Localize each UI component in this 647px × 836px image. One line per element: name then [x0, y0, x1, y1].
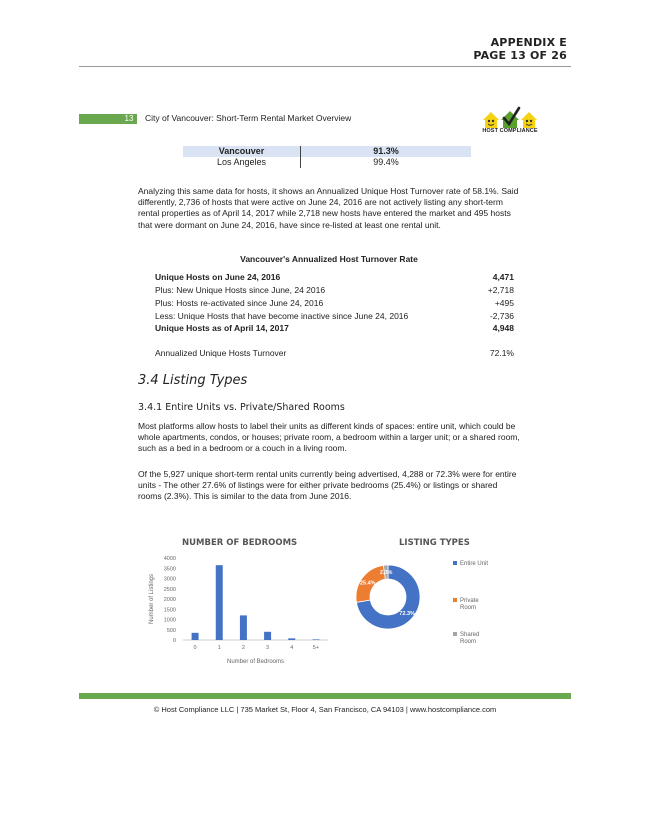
bar — [240, 615, 247, 640]
bar — [192, 633, 199, 640]
legend-label: Private Room — [460, 598, 479, 611]
data-label: 2.3% — [379, 570, 393, 577]
table-row — [183, 146, 471, 157]
footer-text: © Host Compliance LLC | 735 Market St, Floor 4, San Francisco, CA 94103 | www.hostcompliance.com — [153, 705, 497, 714]
page-header — [473, 36, 567, 62]
bar — [264, 632, 271, 640]
section-number: 13 — [124, 114, 134, 123]
y-tick-label: 3000 — [163, 576, 176, 583]
legend-swatch — [453, 598, 457, 602]
turnover-row — [155, 311, 514, 322]
units-paragraph: Of the 5,927 unique short-term rental units currently being advertised, 4,288 or 72.3% were for entire units - The other 27.6% of listings were for either private bedrooms (25.4%) or listings or shared rooms (2.3%). This is similar to the data from June 2016. — [138, 469, 517, 502]
y-tick-label: 4000 — [163, 556, 176, 562]
x-tick-label: 4 — [290, 645, 294, 651]
bar — [288, 638, 295, 640]
bedrooms-chart-title: NUMBER OF BEDROOMS — [182, 538, 298, 548]
turnover-comparison-table — [183, 146, 471, 168]
house-icon — [521, 112, 537, 128]
turnover-row — [155, 285, 514, 296]
turnover-annualized-row — [155, 348, 514, 359]
listing-types-chart-title: LISTING TYPES — [399, 538, 470, 548]
bar — [216, 565, 223, 640]
appendix-label: APPENDIX E — [490, 36, 567, 49]
legend-label: Shared Room — [460, 632, 480, 645]
platforms-paragraph: Most platforms allow hosts to label their units as different kinds of spaces: entire unit, which could be whole apartments, condos, or houses; private room, a bedroom within a larger unit; or a shared room, such as a bed in a bedroom or a couch in a living room. — [138, 421, 520, 454]
listing-types-donut-chart — [350, 552, 500, 652]
y-tick-label: 2500 — [163, 586, 176, 593]
legend-swatch — [453, 561, 457, 565]
turnover-row — [155, 298, 514, 309]
y-tick-label: 1000 — [163, 617, 176, 624]
house-icon — [483, 112, 499, 128]
subheading-entire-units: 3.4.1 Entire Units vs. Private/Shared Rooms — [138, 402, 345, 413]
turnover-value: 4,471 — [492, 272, 514, 282]
y-tick-label: 1500 — [163, 607, 176, 614]
turnover-value: +495 — [494, 298, 514, 308]
turnover-row — [155, 323, 514, 334]
y-tick-label: 500 — [166, 627, 176, 634]
table-row — [183, 157, 471, 168]
x-tick-label: 5+ — [312, 645, 320, 651]
x-tick-label: 3 — [266, 645, 270, 651]
table-cell-value: 99.4% — [373, 157, 399, 167]
turnover-label: Plus: New Unique Hosts since June, 24 2016 — [155, 285, 326, 295]
bar — [312, 639, 319, 640]
y-tick-label: 2000 — [163, 597, 176, 603]
legend-swatch — [453, 632, 457, 636]
x-tick-label: 2 — [241, 645, 245, 651]
table-cell-city: Los Angeles — [183, 157, 301, 168]
data-label: 25.4% — [359, 580, 376, 587]
section-title: City of Vancouver: Short-Term Rental Market Overview — [145, 113, 352, 123]
legend-label: Entire Unit — [460, 561, 489, 567]
logo-text: HOST COMPLIANCE — [482, 128, 538, 134]
bedrooms-bar-chart — [140, 548, 340, 670]
x-axis-label: Number of Bedrooms — [226, 659, 285, 665]
page-number: PAGE 13 OF 26 — [473, 49, 567, 62]
turnover-label: Unique Hosts on June 24, 2016 — [155, 272, 281, 282]
x-tick-label: 0 — [193, 645, 197, 651]
table-cell-city: Vancouver — [183, 146, 301, 157]
turnover-value: +2,718 — [487, 285, 514, 295]
hosts-paragraph: Analyzing this same data for hosts, it shows an Annualized Unique Host Turnover rate of 58.1%. Said differently, 2,736 of hosts that were active on June 24, 2016 are not actively listing any short-term rental properties as of April 14, 2017 while 2,718 new hosts have entered the market and 495 hosts that were dormant on June 24, 2016, have since re-listed at least one rental unit. — [138, 186, 519, 230]
footer-bar — [79, 693, 571, 699]
x-tick-label: 1 — [217, 645, 221, 651]
table-cell-value: 91.3% — [373, 146, 399, 156]
heading-listing-types: 3.4 Listing Types — [138, 373, 248, 388]
turnover-value: 72.1% — [489, 348, 514, 358]
turnover-value: -2,736 — [489, 311, 514, 321]
y-tick-label: 0 — [172, 638, 176, 644]
turnover-value: 4,948 — [492, 323, 514, 333]
y-tick-label: 3500 — [163, 566, 176, 573]
turnover-label: Less: Unique Hosts that have become inactive since June 24, 2016 — [155, 311, 409, 321]
turnover-label: Plus: Hosts re-activated since June 24, 2016 — [155, 298, 324, 308]
turnover-title: Vancouver's Annualized Host Turnover Rate — [240, 254, 418, 264]
turnover-label: Annualized Unique Hosts Turnover — [155, 348, 287, 358]
header-divider — [79, 66, 571, 67]
turnover-row — [155, 272, 514, 283]
y-axis-label: Number of Listings — [149, 573, 155, 625]
data-label: 72.3% — [399, 611, 415, 618]
turnover-label: Unique Hosts as of April 14, 2017 — [155, 323, 289, 333]
